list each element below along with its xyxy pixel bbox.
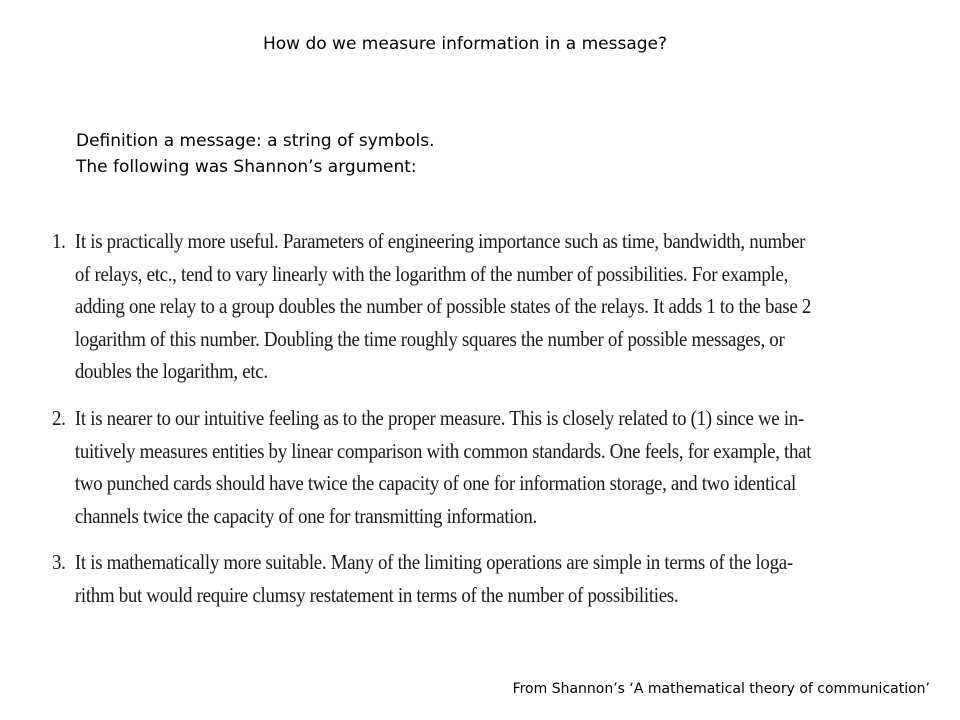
argument-line: The following was Shannon’s argument: — [76, 157, 417, 177]
item-number: 1. — [52, 229, 66, 253]
item-line: channels twice the capacity of one for transmitting information. — [74, 503, 537, 528]
definition-line: Definition a message: a string of symbols. — [76, 131, 435, 151]
shannon-excerpt-image — [52, 225, 842, 612]
slide-title: How do we measure information in a message? — [262, 34, 668, 54]
item-number: 2. — [52, 405, 66, 430]
item-line: adding one relay to a group doubles the number of possible states of the relays. It adds 1 to the base 2 — [74, 294, 812, 319]
item-line: rithm but would require clumsy restatement in terms of the number of possibilities. — [74, 582, 679, 607]
argument-list — [52, 225, 842, 612]
item-line: of relays, etc., tend to vary linearly with the logarithm of the number of possibilities. For example, — [74, 261, 789, 286]
item-line: It is practically more useful. Parameters of engineering importance such as time, bandwidth, number — [74, 229, 806, 253]
intro-text — [76, 128, 435, 180]
argument-item-3 — [52, 546, 849, 611]
item-line: logarithm of this number. Doubling the time roughly squares the number of possible messages, or — [74, 326, 785, 351]
item-line: two punched cards should have twice the capacity of one for information storage, and two identical — [74, 471, 796, 496]
item-line: tuitively measures entities by linear comparison with common standards. One feels, for example, that — [74, 438, 812, 463]
argument-item-2 — [52, 402, 849, 532]
item-line: It is nearer to our intuitive feeling as to the proper measure. This is closely related to (1) since we in- — [74, 405, 804, 430]
source-citation: From Shannon’s ‘A mathematical theory of communication’ — [512, 681, 930, 697]
item-line: It is mathematically more suitable. Many of the limiting operations are simple in terms of the loga- — [74, 550, 793, 575]
item-line: doubles the logarithm, etc. — [74, 359, 268, 384]
argument-item-1 — [52, 225, 849, 388]
item-number: 3. — [52, 550, 66, 575]
